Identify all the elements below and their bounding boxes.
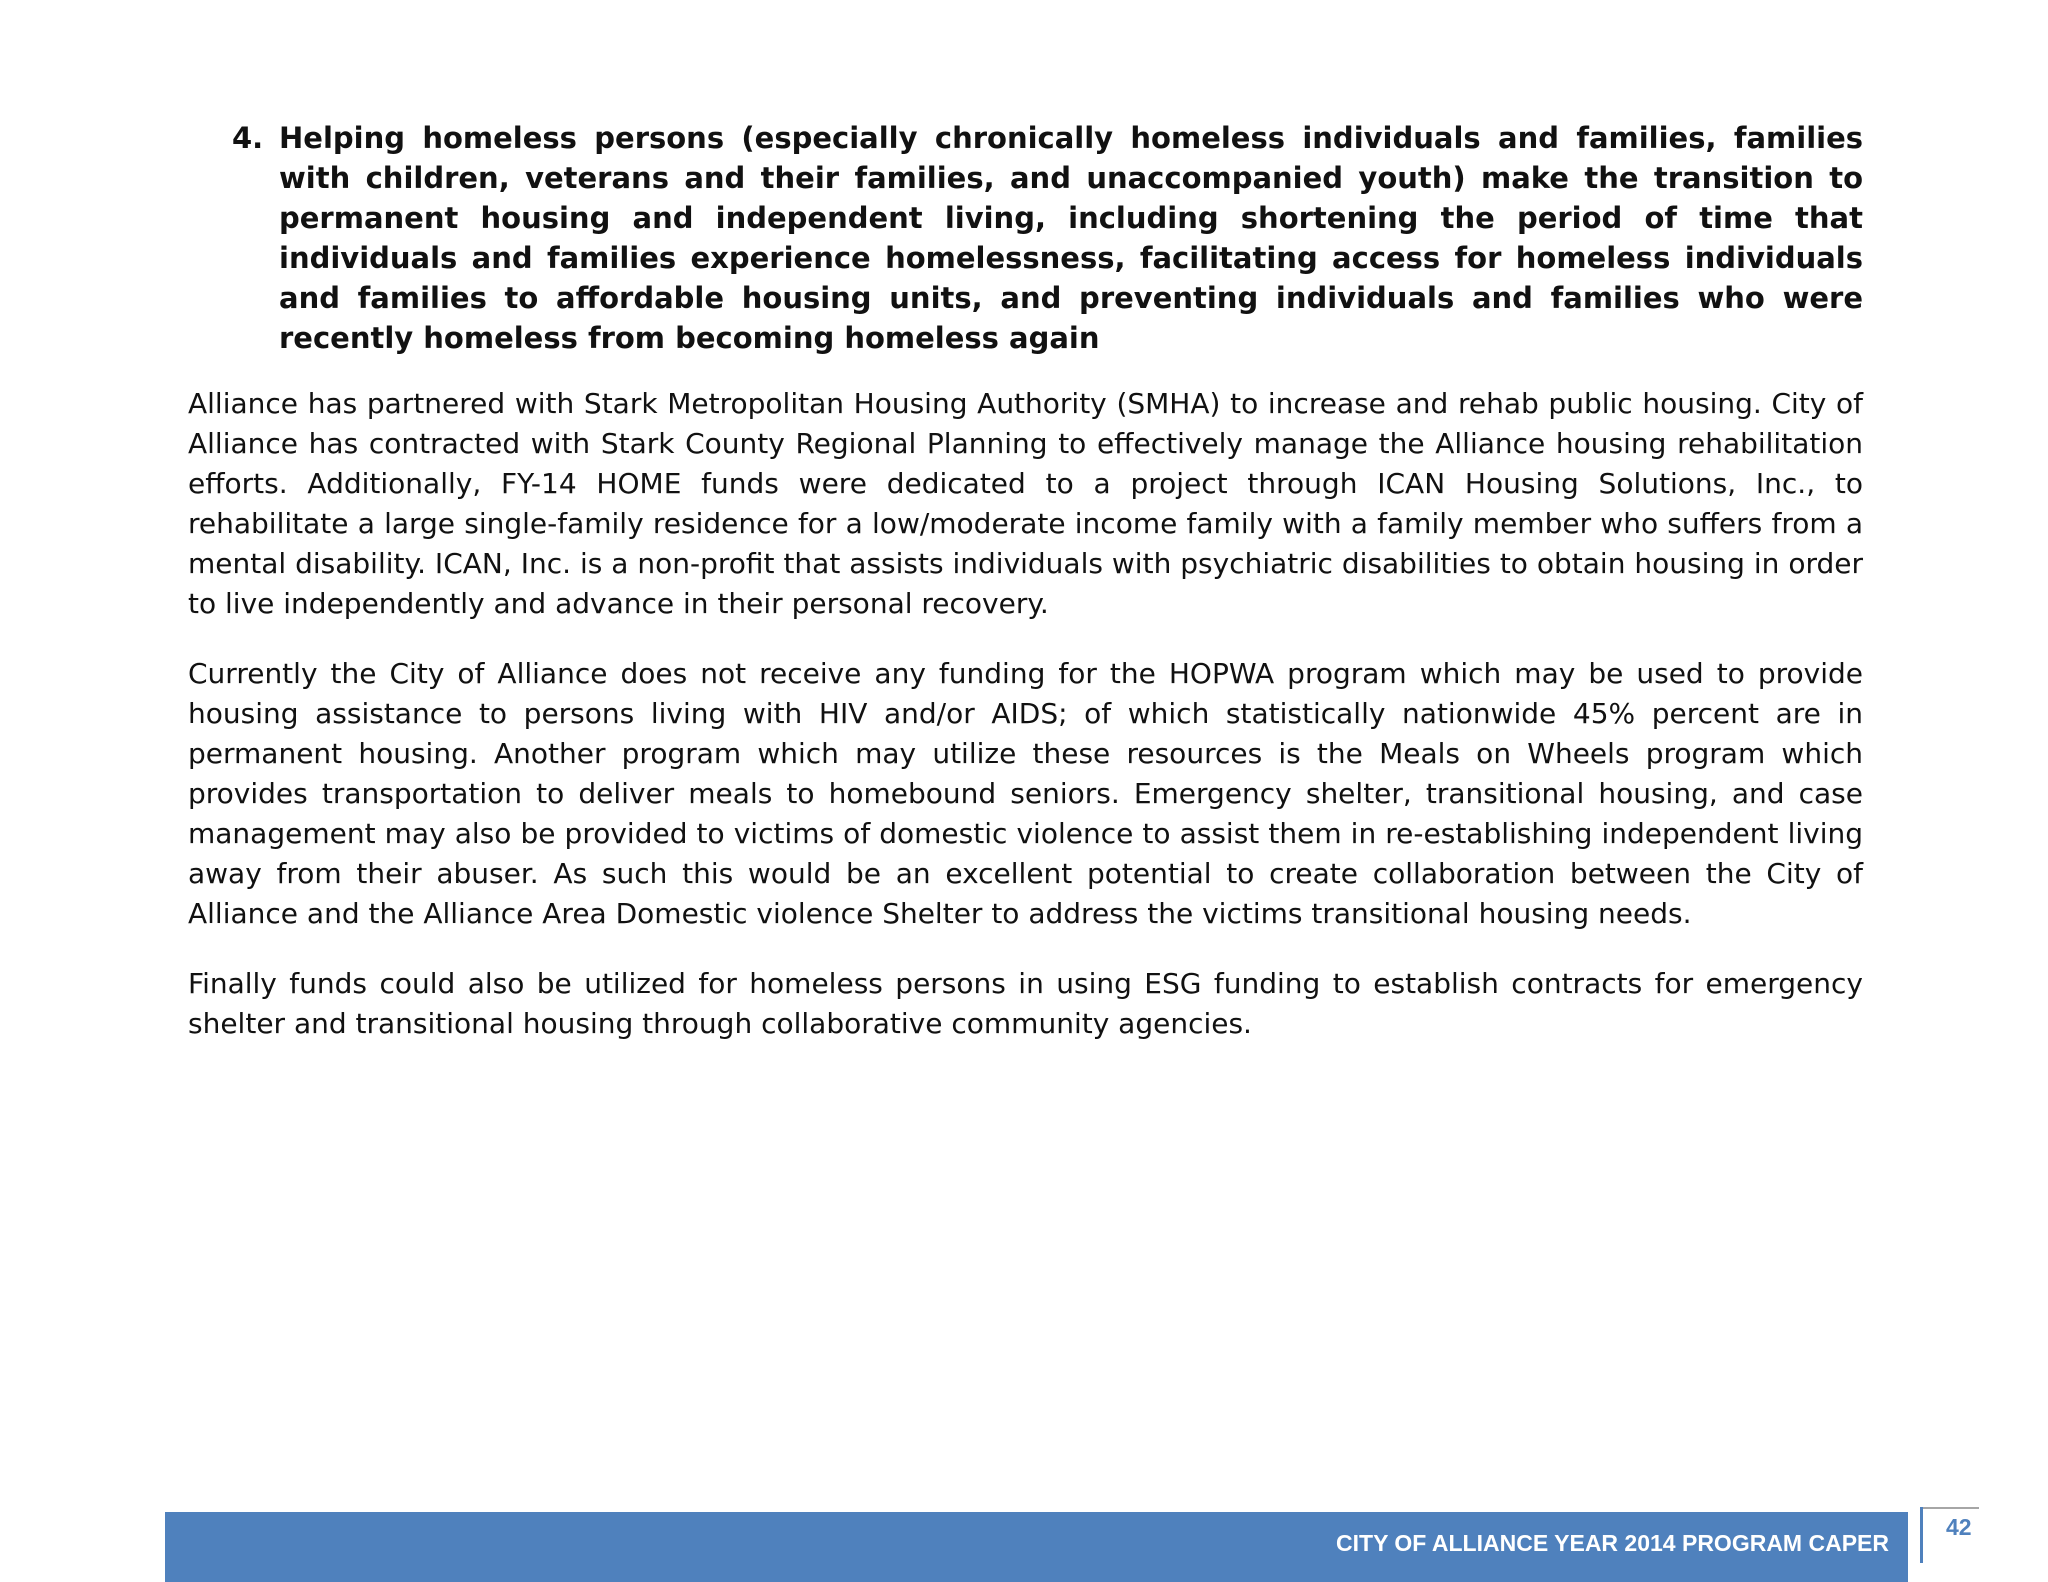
section-heading — [232, 118, 1863, 358]
footer-title: CITY OF ALLIANCE YEAR 2014 PROGRAM CAPER — [1336, 1530, 1889, 1556]
section-number: 4. — [232, 121, 264, 155]
paragraph-hopwa-funding: Currently the City of Alliance does not receive any funding for the HOPWA program which may be used to provide housing assistance to persons living with HIV and/or AIDS; of which statistically nationwide 45% percent are in permanent housing. Another program which may utilize these resources is the Meals on Wheels program which provides transportation to deliver meals to homebound seniors. Emergency shelter, transitional housing, and case management may also be provided to victims of domestic violence to assist them in re-establishing independent living away from their abuser. As such this would be an excellent potential to create collaboration between the City of Alliance and the Alliance Area Domestic violence Shelter to address the victims transitional housing needs. — [188, 657, 1863, 930]
paragraph-smha-partnership: Alliance has partnered with Stark Metropolitan Housing Authority (SMHA) to increase and rehab public housing. City of Alliance has contracted with Stark County Regional Planning to effectively manage the Alliance housing rehabilitation efforts. Additionally, FY-14 HOME funds were dedicated to a project through ICAN Housing Solutions, Inc., to rehabilitate a large single-family residence for a low/moderate income family with a family member who suffers from a mental disability. ICAN, Inc. is a non-profit that assists individuals with psychiatric disabilities to obtain housing in order to live independently and advance in their personal recovery. — [188, 387, 1863, 620]
paragraph-esg-funding: Finally funds could also be utilized for homeless persons in using ESG funding to establish contracts for emergency shelter and transitional housing through collaborative community agencies. — [188, 967, 1863, 1040]
document-body — [188, 118, 1863, 1074]
page-number: 42 — [1946, 1514, 1972, 1540]
footer-bar — [165, 1512, 1908, 1582]
section-heading-text: Helping homeless persons (especially chronically homeless individuals and families, families with children, veterans and their families, and unaccompanied youth) make the transition to permanent housing and independent living, including shortening the period of time that individuals and families experience homelessness, facilitating access for homeless individuals and families to affordable housing units, and preventing individuals and families who were recently homeless from becoming homeless again — [279, 121, 1863, 355]
page-number-rule-top — [1921, 1507, 1979, 1509]
page-number-rule-side — [1920, 1507, 1923, 1563]
